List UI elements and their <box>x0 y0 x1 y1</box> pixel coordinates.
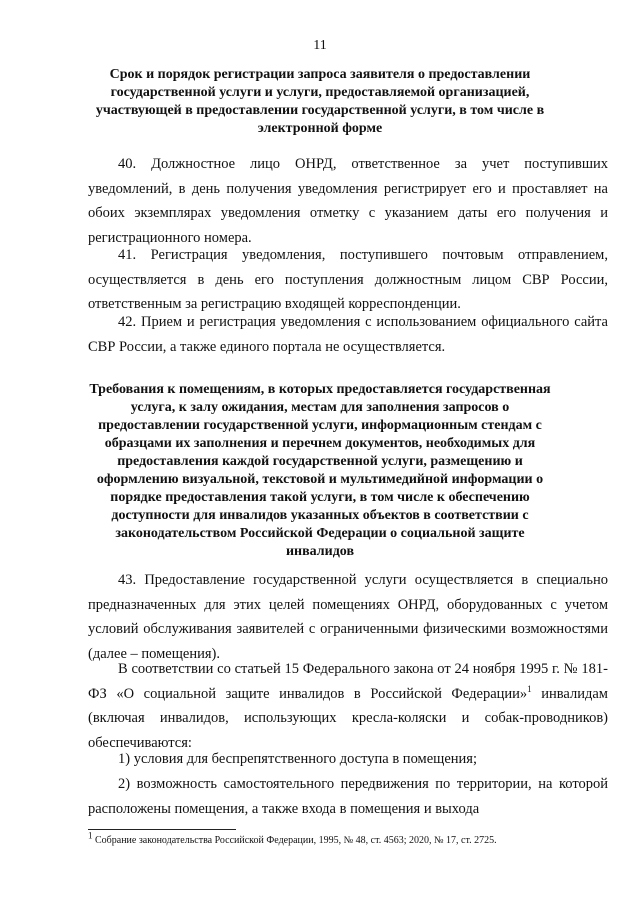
footnote <box>88 830 618 847</box>
paragraph-41: 41. Регистрация уведомления, поступившего почтовым отправлением, осуществляется в день его поступления должностным лицом СВР России, ответственным за регистрацию входящей корреспонденции. <box>88 247 608 312</box>
list-item-1: 1) условия для беспрепятственного доступа в помещения; <box>118 751 477 767</box>
page-number: 11 <box>313 38 327 53</box>
paragraph-40: 40. Должностное лицо ОНРД, ответственное за учет поступивших уведомлений, в день получения уведомления регистрирует его и проставляет на обоих экземплярах уведомления отметку с указанием даты его получения и регистрационного номера. <box>88 156 608 246</box>
section-heading-premises-requirements: Требования к помещениям, в которых предоставляется государственная услуга, к залу ожидания, местам для заполнения запросов о предоставлении государственной услуги, информационным стендам с образцами их заполнения и перечнем документов, необходимых для предоставления каждой государственной услуги, размещению и оформлению визуальной, текстовой и мультимедийной информации о порядке предоставления такой услуги, в том числе к обеспечению доступности для инвалидов указанных объектов в соответствии с законодательством Российской Федерации о социальной защите инвалидов <box>89 382 551 559</box>
paragraph-42: 42. Прием и регистрация уведомления с использованием официального сайта СВР России, а также единого портала не осуществляется. <box>88 314 608 355</box>
footnote-reference: 1 <box>527 683 532 694</box>
law-reference-continuation: инвалидам (включая инвалидов, использующих кресла-коляски и собак-проводников) обеспечиваются: <box>88 685 608 751</box>
footnote-mark: 1 <box>88 830 93 841</box>
paragraph-43: 43. Предоставление государственной услуги осуществляется в специально предназначенных для этих целей помещениях ОНРД, оборудованных с учетом условий обслуживания заявителей с ограниченными физическими возможностями (далее – помещения). <box>88 572 608 662</box>
law-reference-text: В соответствии со статьей 15 Федерального закона от 24 ноября 1995 г. № 181-ФЗ «О социальной защите инвалидов в Российской Федерации» <box>88 661 608 702</box>
footnote-text: Собрание законодательства Российской Федерации, 1995, № 48, ст. 4563; 2020, № 17, ст. 2725. <box>92 835 497 846</box>
list-item-2: 2) возможность самостоятельного передвижения по территории, на которой расположены помещения, а также входа в помещения и выхода <box>88 776 608 817</box>
footnote-divider <box>88 829 236 830</box>
section-heading-registration: Срок и порядок регистрации запроса заявителя о предоставлении государственной услуги и услуги, предоставляемой организацией, участвующей в предоставлении государственной услуги, в том числе в электронной форме <box>95 67 545 136</box>
paragraph-federal-law-reference <box>88 657 608 755</box>
